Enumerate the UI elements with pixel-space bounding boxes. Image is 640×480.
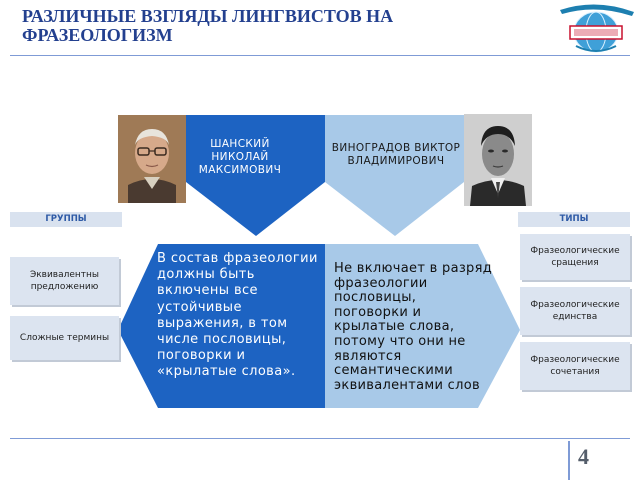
types-label: ТИПЫ	[518, 212, 630, 227]
footer-rule	[10, 438, 630, 439]
groups-label: ГРУППЫ	[10, 212, 122, 227]
type-box-combinations	[520, 342, 630, 390]
right-top-chevron	[325, 115, 464, 236]
globe-logo	[556, 2, 636, 54]
group-box-equivalent	[10, 257, 119, 305]
page-number: 4	[578, 444, 589, 469]
type-item-label: Фразеологические сочетания	[530, 355, 620, 377]
group-box-terms	[10, 316, 119, 360]
type-item-label: Фразеологические сращения	[530, 246, 620, 268]
vinogradov-name: ВИНОГРАДОВ ВИКТОР ВЛАДИМИРОВИЧ	[331, 142, 461, 167]
page-number-separator	[568, 441, 570, 480]
type-box-unities	[520, 287, 630, 335]
type-box-fusions	[520, 234, 630, 280]
group-item-label: Эквивалентны предложению	[29, 270, 100, 292]
shansky-portrait	[118, 115, 186, 203]
group-item-label: Сложные термины	[19, 333, 110, 343]
shansky-name: ШАНСКИЙ НИКОЛАЙ МАКСИМОВИЧ	[198, 138, 282, 176]
type-item-label: Фразеологические единства	[530, 300, 620, 322]
vinogradov-view-text: Не включает в разряд фразеологии пословицы, поговорки и крылатые слова, потому что они не являются семантическими эквивалентами слов	[334, 261, 493, 393]
shansky-view-text: В состав фразеологии должны быть включены все устойчивые выражения, в том числе пословицы, поговорки и «крылатые слова».	[157, 251, 318, 380]
vinogradov-portrait	[464, 114, 532, 206]
slide-title: РАЗЛИЧНЫЕ ВЗГЛЯДЫ ЛИНГВИСТОВ НА ФРАЗЕОЛОГИЗМ	[22, 6, 394, 45]
title-underline	[10, 55, 630, 56]
